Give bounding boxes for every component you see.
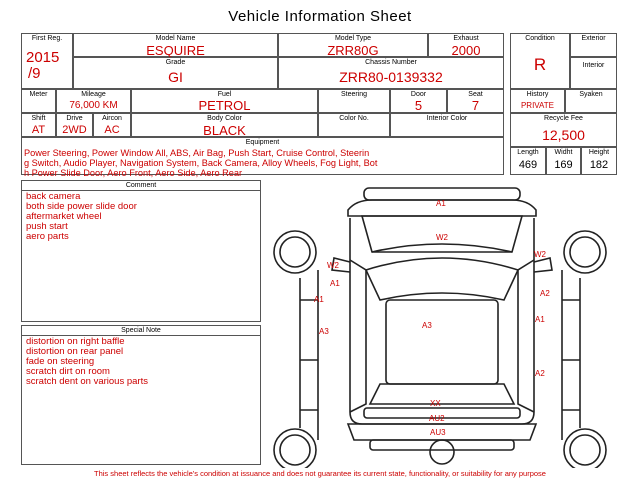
damage-left-a1-top: A1 bbox=[330, 279, 340, 288]
damage-left-a3: A3 bbox=[319, 327, 329, 336]
meter-cell bbox=[21, 89, 56, 113]
model-name-value: ESQUIRE bbox=[146, 43, 205, 58]
special-note-item: scratch dirt on room bbox=[26, 366, 110, 377]
model-type-value: ZRR80G bbox=[327, 43, 379, 58]
shift-label: Shift bbox=[31, 115, 46, 122]
door-cell bbox=[390, 89, 447, 113]
special-note-list bbox=[26, 337, 148, 387]
body-color-value: BLACK bbox=[203, 123, 246, 138]
width-cell bbox=[546, 147, 581, 175]
condition-label: Condition bbox=[525, 35, 555, 42]
equipment-text bbox=[24, 148, 504, 178]
first-reg-year: 2015 bbox=[26, 49, 60, 66]
shift-cell bbox=[21, 113, 56, 137]
special-note-item: scratch dent on various parts bbox=[26, 376, 148, 387]
equipment-line: g Switch, Audio Player, Navigation System, Back Camera, Alloy Wheels, Fog Light, Bot bbox=[24, 158, 378, 168]
syaken-cell bbox=[565, 89, 617, 113]
length-value: 469 bbox=[518, 159, 538, 171]
drive-cell bbox=[56, 113, 93, 137]
first-reg-label: First Reg. bbox=[31, 35, 63, 42]
damage-roof: A3 bbox=[422, 321, 432, 330]
drive-label: Drive bbox=[66, 115, 83, 122]
first-reg-cell bbox=[21, 33, 73, 89]
grade-label: Grade bbox=[165, 59, 186, 66]
recycle-fee-label: Recycle Fee bbox=[544, 115, 583, 122]
recycle-fee-cell bbox=[510, 113, 617, 147]
damage-left-a1: A1 bbox=[314, 295, 324, 304]
chassis-cell bbox=[278, 57, 504, 89]
equipment-cell bbox=[21, 137, 504, 178]
shift-value: AT bbox=[31, 124, 46, 136]
comment-box bbox=[21, 180, 261, 322]
body-color-cell bbox=[131, 113, 318, 137]
special-note-item: distortion on rear panel bbox=[26, 346, 124, 357]
fuel-value: PETROL bbox=[198, 98, 251, 113]
model-name-cell bbox=[73, 33, 278, 57]
comment-list bbox=[26, 192, 137, 242]
interior-cell bbox=[570, 57, 617, 89]
special-note-label: Special Note bbox=[121, 327, 161, 334]
aircon-value: AC bbox=[104, 124, 120, 136]
aircon-label: Aircon bbox=[102, 115, 122, 122]
mileage-value: 76,000 KM bbox=[69, 100, 118, 111]
special-note-box bbox=[21, 325, 261, 465]
exterior-label: Exterior bbox=[581, 35, 606, 42]
mileage-cell bbox=[56, 89, 131, 113]
fuel-label: Fuel bbox=[217, 91, 232, 98]
disclaimer-footer: This sheet reflects the vehicle's condition at issuance and does not guarantee its current state, functionality, or suitability for any purpose bbox=[94, 469, 546, 478]
body-color-label: Body Color bbox=[207, 115, 242, 122]
damage-tail: XX bbox=[430, 399, 441, 408]
chassis-value: ZRR80-0139332 bbox=[339, 69, 443, 85]
length-label: Length bbox=[517, 149, 539, 156]
seat-label: Seat bbox=[468, 91, 483, 98]
comment-item: push start bbox=[26, 221, 68, 232]
height-cell bbox=[581, 147, 617, 175]
seat-value: 7 bbox=[471, 98, 480, 113]
exhaust-label: Exhaust bbox=[453, 35, 479, 42]
comment-item: both side power slide door bbox=[26, 201, 137, 212]
syaken-label: Syaken bbox=[579, 91, 603, 98]
grade-value: GI bbox=[168, 69, 183, 85]
width-value: 169 bbox=[554, 159, 573, 171]
damage-rear-1: AU2 bbox=[429, 414, 445, 423]
sheet-title: Vehicle Information Sheet bbox=[228, 8, 412, 25]
comment-item: aftermarket wheel bbox=[26, 211, 102, 222]
special-note-item: distortion on right baffle bbox=[26, 336, 125, 347]
height-label: Height bbox=[588, 149, 610, 156]
color-no-label: Color No. bbox=[339, 115, 369, 122]
special-note-item: fade on steering bbox=[26, 356, 95, 367]
damage-right-mirror: W2 bbox=[534, 250, 546, 259]
door-label: Door bbox=[410, 91, 427, 98]
equipment-label: Equipment bbox=[245, 139, 280, 146]
seat-cell bbox=[447, 89, 504, 113]
height-value: 182 bbox=[589, 159, 609, 171]
steering-cell bbox=[318, 89, 390, 113]
damage-right-a2: A2 bbox=[535, 369, 545, 378]
comment-item: aero parts bbox=[26, 231, 69, 242]
equipment-line: h Power Slide Door, Aero Front, Aero Side, Aero Rear bbox=[24, 168, 243, 178]
exhaust-value: 2000 bbox=[451, 43, 481, 58]
comment-label: Comment bbox=[125, 182, 157, 189]
chassis-label: Chassis Number bbox=[365, 59, 417, 66]
equipment-line: Power Steering, Power Window All, ABS, Air Bag, Push Start, Cruise Control, Steerin bbox=[24, 148, 370, 158]
damage-front: A1 bbox=[436, 199, 446, 208]
model-type-label: Model Type bbox=[334, 35, 372, 42]
length-cell bbox=[510, 147, 546, 175]
grade-cell bbox=[73, 57, 278, 89]
first-reg-month: /9 bbox=[28, 65, 41, 82]
aircon-cell bbox=[93, 113, 131, 137]
car-inspection-diagram bbox=[268, 178, 618, 468]
history-label: History bbox=[526, 91, 549, 98]
damage-right-a1: A1 bbox=[535, 315, 545, 324]
meter-label: Meter bbox=[29, 91, 48, 98]
condition-cell bbox=[510, 33, 570, 89]
history-value: PRIVATE bbox=[520, 101, 555, 110]
interior-color-cell bbox=[390, 113, 504, 137]
damage-rear-2: AU3 bbox=[430, 428, 446, 437]
damage-left-mirror: W2 bbox=[327, 261, 339, 270]
exterior-cell bbox=[570, 33, 617, 57]
drive-value: 2WD bbox=[62, 124, 87, 136]
history-cell bbox=[510, 89, 565, 113]
steering-label: Steering bbox=[340, 91, 368, 98]
door-value: 5 bbox=[414, 98, 423, 113]
width-label: Widht bbox=[554, 149, 573, 156]
exhaust-cell bbox=[428, 33, 504, 57]
interior-label: Interior bbox=[582, 62, 605, 69]
mileage-label: Mileage bbox=[81, 91, 106, 98]
interior-color-label: Interior Color bbox=[426, 115, 468, 122]
fuel-cell bbox=[131, 89, 318, 113]
model-type-cell bbox=[278, 33, 428, 57]
comment-item: back camera bbox=[26, 191, 81, 202]
recycle-fee-value: 12,500 bbox=[542, 127, 585, 143]
damage-hood: W2 bbox=[436, 233, 448, 242]
damage-right-a2-top: A2 bbox=[540, 289, 550, 298]
condition-value: R bbox=[533, 55, 547, 74]
model-name-label: Model Name bbox=[155, 35, 196, 42]
color-no-cell bbox=[318, 113, 390, 137]
